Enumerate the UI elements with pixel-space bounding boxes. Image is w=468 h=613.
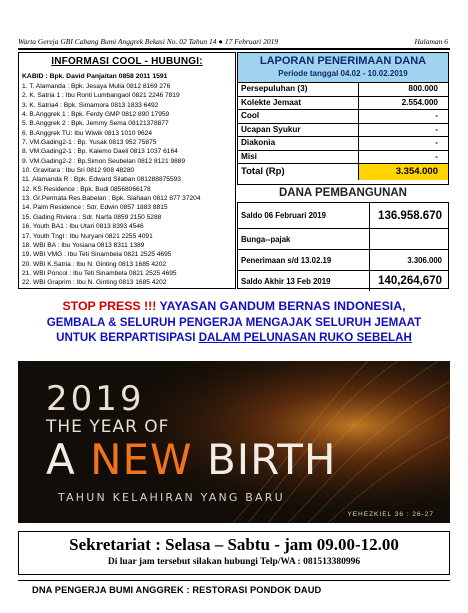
report-row-label: Ucapan Syukur: [238, 124, 359, 137]
stop-press-line1: YAYASAN GANDUM BERNAS INDONESIA,: [159, 299, 406, 313]
stop-press-line3b: DALAM PELUNASAN RUKO SEBELAH: [198, 331, 412, 344]
contact-item: 21. WBI Poncol : Ibu Teti Sinambela 0821 2525 4695: [22, 269, 177, 277]
report-row-value: -: [435, 111, 438, 120]
building-fund-title: DANA PEMBANGUNAN: [279, 187, 407, 199]
fund-row-label: Penerimaan s/d 13.02.19: [238, 250, 370, 270]
contact-item: 1. T. Alamanda : Bpk. Jesaya Mulia 0812 8169 276: [22, 83, 171, 90]
report-period: Periode tanggal 04.02 - 10.02.2019: [278, 69, 408, 78]
fund-row-label: Saldo 06 Februari 2019: [238, 203, 370, 228]
contact-item: 18. WBI BA : Ibu Yosiana 0813 8311 1389: [22, 241, 145, 249]
fund-row: [238, 250, 448, 271]
fund-row-value: [370, 229, 448, 249]
contact-item: 13. Gr.Permata Res.Babelan : Bpk. Siahaan 0812 877 37204: [22, 195, 201, 203]
banner-headline: [46, 435, 337, 485]
report-row-value: 800.000: [408, 84, 438, 93]
report-row: [238, 110, 448, 124]
report-total-label: Total (Rp): [238, 164, 359, 180]
fund-report-table: [237, 52, 449, 185]
contact-item: 10. Gravitara : Ibu Sri 0812 908 48280: [22, 167, 135, 175]
contact-item: 14. Palm Residence : Sdr. Edwin 0857 1883 8815: [22, 204, 168, 212]
contact-item: 3. K. Satria4 : Bpk. Simamora 0813 1833 6492: [22, 101, 159, 109]
header-publication-info: Warta Gereja GBI Cabang Bumi Anggrek Bekasi No. 02 Tahun 14 ● 17 Februari 2019: [18, 37, 279, 46]
report-row: [238, 97, 448, 111]
stop-press-line3a: UNTUK BERPARTISIPASI: [56, 331, 196, 344]
contact-item: 7. VM.Gading2-1 : Bp. Yusak 0813 952 75875: [22, 139, 157, 147]
contact-item: 9. VM.Gading2-2 : Bp.Simon Seubelan 0812 8121 9889: [22, 157, 186, 165]
contact-item: 6. B.Anggrek TU: Ibu Wiwik 0813 1010 9624: [22, 129, 152, 137]
fund-row-label: Saldo Akhir 13 Feb 2019: [238, 271, 370, 291]
report-row-value: -: [435, 138, 438, 147]
contact-kabid: KABID : Bpk. David Panjaitan 0858 2011 1591: [22, 73, 168, 80]
fund-row: [238, 203, 448, 229]
report-row-label: Misi: [238, 151, 359, 164]
stop-press-announcement: [18, 298, 450, 345]
secretariat-box: [18, 531, 450, 575]
report-row-label: Diakonia: [238, 137, 359, 150]
header-page-number: Halaman 6: [414, 37, 448, 46]
stop-press-prefix: STOP PRESS !!!: [62, 299, 157, 313]
cool-contact-box: [18, 52, 236, 289]
fund-row: [238, 271, 448, 291]
banner-reference: YEHEZKIEL 36 : 26-27: [347, 511, 434, 518]
contact-item: 8. VM.Gading2-1 : Bp. Kalemo Daeli 0813 1037 6164: [22, 148, 178, 156]
contact-item: 12. KS Residence : Bpk. Budi 08568066178: [22, 185, 151, 193]
fund-row-value: 136.958.670: [378, 209, 442, 222]
report-header: [238, 53, 448, 83]
fund-row-label: Bunga--pajak: [238, 229, 370, 249]
contact-item: 17. Youth Tngl : Ibu Nuryani 0821 2255 4091: [22, 232, 153, 240]
contact-item: 16. Youth BA1 : Ibu Utari 0813 8393 4546: [22, 223, 144, 231]
report-row-value: -: [435, 124, 438, 134]
footer-text: DNA PENGERJA BUMI ANGGREK : RESTORASI PONDOK DAUD: [32, 585, 322, 595]
building-fund-table: [237, 202, 449, 289]
report-row: [238, 151, 448, 165]
banner-the-year-of: THE YEAR OF: [46, 417, 170, 437]
banner-subtitle: TAHUN KELAHIRAN YANG BARU: [58, 491, 285, 504]
report-row: [238, 83, 448, 97]
page-footer: [18, 580, 450, 609]
contact-item: 19. WBI VMG : Ibu Teti Sinambela 0821 2525 4695: [22, 251, 172, 259]
banner-a: A: [46, 435, 76, 484]
fund-row-value: 3.306.000: [407, 255, 442, 265]
report-row-label: Persepuluhan (3): [238, 83, 359, 96]
page-header: [18, 36, 450, 50]
fund-row-value: 140,264,670: [378, 275, 442, 287]
contact-list: [22, 82, 232, 288]
report-row-value: 2.554.000: [401, 97, 438, 107]
contact-item: 5. B.Anggrek 2 : Bpk. Jemmy Sema 08121378877: [22, 120, 169, 128]
stop-press-line2: GEMBALA & SELURUH PENGERJA MENGAJAK SELURUH JEMAAT: [46, 316, 422, 329]
contact-item: 11. Alamanda R : Bpk. Edward Silaban 081288875593: [22, 176, 181, 184]
fund-row: [238, 229, 448, 250]
report-total-value: 3.354.000: [359, 164, 448, 180]
report-row-label: Cool: [238, 110, 359, 123]
report-row: [238, 137, 448, 151]
contact-item: 4. B.Anggrek 1 : Bpk. Ferdy GMP 0812 890 17959: [22, 111, 170, 119]
secretariat-contact: Di luar jam tersebut silakan hubungi Telp/WA : 081513380996: [107, 557, 361, 567]
report-row: [238, 124, 448, 138]
report-row-value: -: [435, 151, 438, 161]
report-total-row: [238, 164, 448, 180]
contact-item: 20. WBI K.Satria : Ibu N. Ginting 0813 1685 4202: [22, 260, 167, 268]
secretariat-hours: Sekretariat : Selasa – Sabtu - jam 09.00-12.00: [69, 535, 399, 554]
contact-item: 22. WBI Graprim : Ibu N. Ginting 0813 1685 4202: [22, 279, 167, 287]
contact-item: 15. Gading Riviera : Sdr. Narfa 0859 2150 5288: [22, 213, 162, 221]
contact-title: INFORMASI COOL - HUBUNGI:: [51, 56, 203, 67]
report-rows: [238, 83, 448, 164]
report-row-label: Kolekte Jemaat: [238, 97, 359, 110]
banner-new: NEW: [90, 435, 193, 484]
report-title: LAPORAN PENERIMAAN DANA: [259, 55, 427, 67]
banner-birth: BIRTH: [206, 435, 337, 484]
banner-year: 2019: [46, 379, 145, 419]
new-birth-banner: [18, 361, 450, 523]
contact-item: 2. K. Satria 1 : Ibu Ronti Lumbangaol 0821 2246 7819: [22, 92, 180, 100]
